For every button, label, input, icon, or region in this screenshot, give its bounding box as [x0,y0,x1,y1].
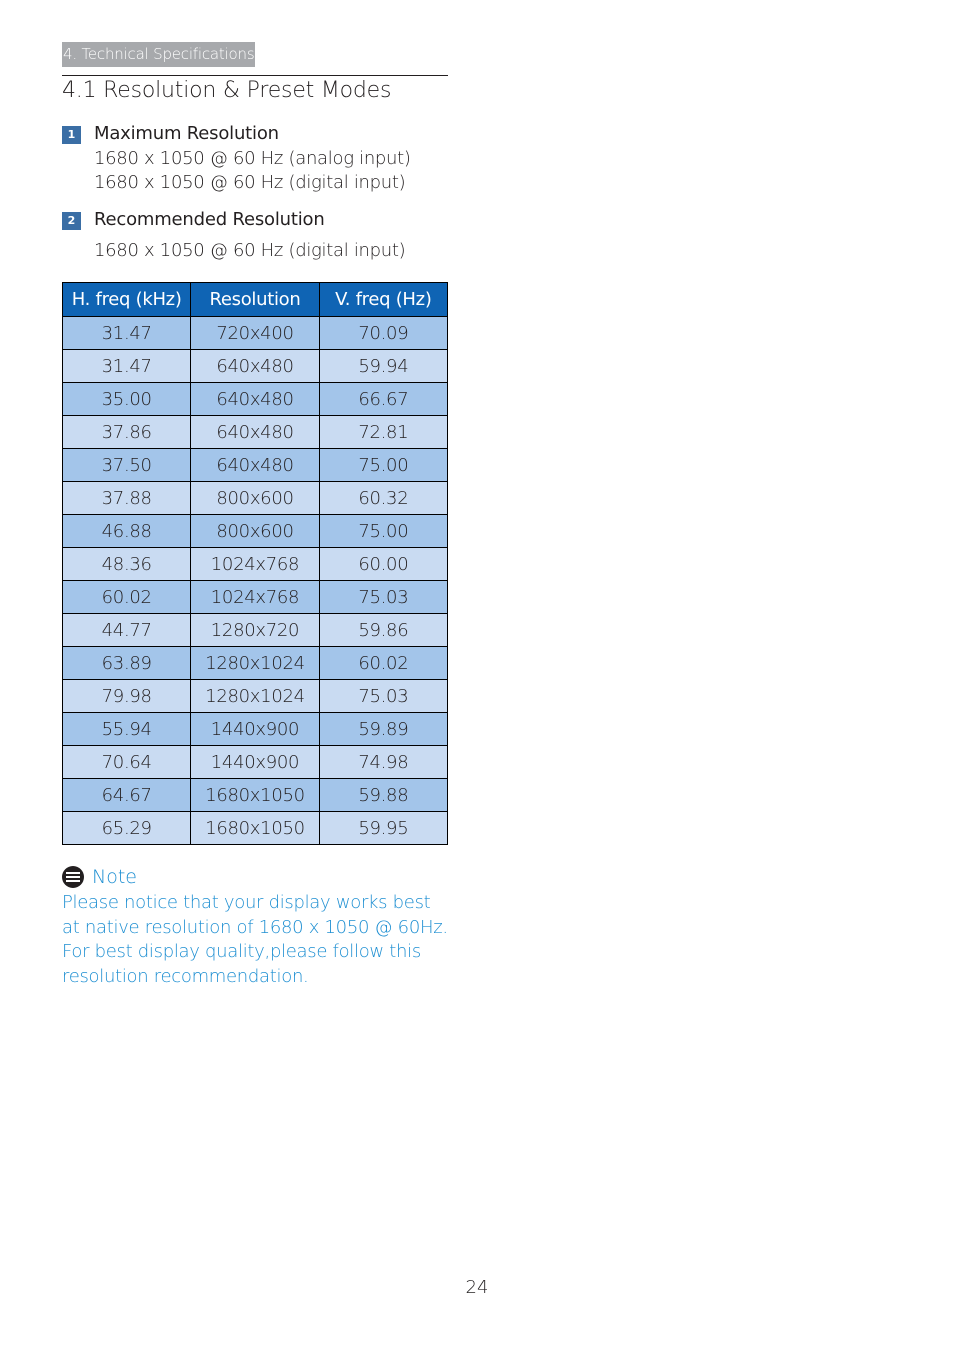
header-h-freq: H. freq (kHz) [63,283,191,317]
note-icon [62,866,84,888]
table-row [63,812,448,845]
page-number: 24 [465,1277,489,1298]
section-header-tab: 4. Technical Specifications [62,42,255,67]
page-title: 4.1 Resolution & Preset Modes [62,78,392,103]
item-title-recommended-resolution: Recommended Resolution [94,209,325,230]
cell-resolution: 640x480 [191,350,319,383]
cell-resolution: 1440x900 [191,746,319,779]
cell-resolution: 1280x1024 [191,680,319,713]
cell-h-freq: 65.29 [63,812,191,845]
cell-resolution: 640x480 [191,383,319,416]
cell-v-freq: 59.95 [319,812,447,845]
cell-h-freq: 44.77 [63,614,191,647]
cell-v-freq: 59.86 [319,614,447,647]
cell-resolution: 1680x1050 [191,779,319,812]
cell-resolution: 1440x900 [191,713,319,746]
cell-v-freq: 59.88 [319,779,447,812]
table-row [63,548,448,581]
cell-resolution: 800x600 [191,515,319,548]
cell-resolution: 800x600 [191,482,319,515]
preset-modes-table [62,282,448,845]
recommended-resolution-digital: 1680 x 1050 @ 60 Hz (digital input) [94,240,406,261]
table-row [63,383,448,416]
table-row [63,515,448,548]
table-row [63,581,448,614]
max-resolution-analog: 1680 x 1050 @ 60 Hz (analog input) [94,148,411,169]
table-header-row [63,283,448,317]
cell-v-freq: 74.98 [319,746,447,779]
cell-v-freq: 75.00 [319,449,447,482]
cell-resolution: 720x400 [191,317,319,350]
cell-v-freq: 60.32 [319,482,447,515]
cell-v-freq: 60.02 [319,647,447,680]
cell-resolution: 640x480 [191,449,319,482]
cell-resolution: 640x480 [191,416,319,449]
table-row [63,350,448,383]
cell-v-freq: 75.00 [319,515,447,548]
cell-v-freq: 66.67 [319,383,447,416]
note-text: Please notice that your display works best at native resolution of 1680 x 1050 @ 60Hz. For best display quality,please follow this resolution recommendation. [62,892,448,987]
cell-v-freq: 70.09 [319,317,447,350]
cell-h-freq: 55.94 [63,713,191,746]
cell-resolution: 1024x768 [191,548,319,581]
cell-h-freq: 79.98 [63,680,191,713]
cell-h-freq: 60.02 [63,581,191,614]
table-row [63,317,448,350]
cell-v-freq: 75.03 [319,680,447,713]
cell-h-freq: 31.47 [63,350,191,383]
cell-v-freq: 72.81 [319,416,447,449]
table-row [63,779,448,812]
cell-h-freq: 37.50 [63,449,191,482]
cell-resolution: 1680x1050 [191,812,319,845]
note-heading [62,866,137,890]
cell-h-freq: 31.47 [63,317,191,350]
cell-resolution: 1280x1024 [191,647,319,680]
cell-v-freq: 59.89 [319,713,447,746]
cell-resolution: 1024x768 [191,581,319,614]
cell-h-freq: 63.89 [63,647,191,680]
cell-h-freq: 37.88 [63,482,191,515]
table-row [63,680,448,713]
table-row [63,647,448,680]
table-row [63,416,448,449]
header-resolution: Resolution [191,283,319,317]
max-resolution-digital: 1680 x 1050 @ 60 Hz (digital input) [94,172,406,193]
table-row [63,614,448,647]
cell-v-freq: 59.94 [319,350,447,383]
item-number-badge: 1 [62,126,81,144]
cell-resolution: 1280x720 [191,614,319,647]
cell-h-freq: 48.36 [63,548,191,581]
cell-h-freq: 70.64 [63,746,191,779]
cell-v-freq: 60.00 [319,548,447,581]
item-title-max-resolution: Maximum Resolution [94,123,279,144]
note-label: Note [92,866,137,888]
header-v-freq: V. freq (Hz) [319,283,447,317]
item-number-badge: 2 [62,212,81,230]
cell-h-freq: 37.86 [63,416,191,449]
cell-h-freq: 64.67 [63,779,191,812]
cell-h-freq: 46.88 [63,515,191,548]
table-row [63,449,448,482]
table-row [63,713,448,746]
cell-v-freq: 75.03 [319,581,447,614]
cell-h-freq: 35.00 [63,383,191,416]
table-row [63,482,448,515]
table-row [63,746,448,779]
